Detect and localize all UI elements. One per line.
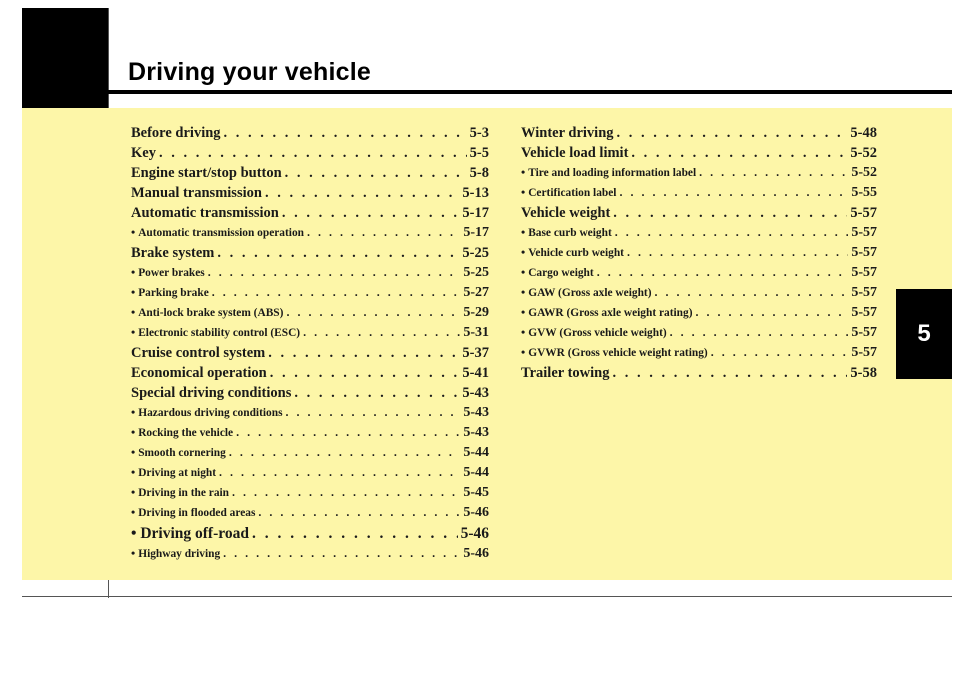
dot-leader — [286, 405, 461, 420]
toc-entry[interactable] — [131, 165, 489, 185]
toc-entry-page: 5-13 — [462, 185, 489, 201]
toc-entry-page: 5-57 — [851, 245, 877, 260]
toc-entry-label: • Driving in flooded areas — [131, 505, 255, 520]
toc-entry-label: • Driving off-road — [131, 525, 249, 543]
toc-entry-label: • Driving at night — [131, 465, 216, 480]
toc-entry-page: 5-37 — [462, 345, 489, 361]
toc-entry-page: 5-43 — [462, 385, 489, 401]
toc-entry[interactable] — [521, 125, 877, 145]
toc-entry-label: • Cargo weight — [521, 265, 594, 280]
toc-entry-label: • Automatic transmission operation — [131, 225, 304, 240]
dot-leader — [282, 205, 460, 222]
toc-entry-page: 5-52 — [850, 145, 877, 161]
dot-leader — [217, 245, 459, 262]
dot-leader — [303, 325, 460, 340]
toc-entry-label: Vehicle weight — [521, 205, 611, 221]
toc-column-left — [131, 125, 489, 566]
toc-subentry[interactable] — [131, 465, 489, 485]
dot-leader — [612, 365, 847, 382]
toc-column-right — [521, 125, 877, 385]
toc-entry-label: • Smooth cornering — [131, 445, 226, 460]
toc-entry-page: 5-41 — [462, 365, 489, 381]
dot-leader — [223, 546, 460, 561]
dot-leader — [265, 185, 459, 202]
toc-entry-page: 5-52 — [851, 165, 877, 180]
toc-entry-page: 5-43 — [463, 405, 489, 420]
toc-subentry[interactable] — [131, 305, 489, 325]
toc-subentry[interactable] — [521, 265, 877, 285]
dot-leader — [617, 125, 848, 142]
toc-entry-label: Special driving conditions — [131, 385, 292, 401]
toc-entry[interactable] — [131, 205, 489, 225]
dot-leader — [655, 285, 849, 300]
bottom-horizontal-line — [22, 596, 952, 597]
toc-entry[interactable] — [131, 185, 489, 205]
toc-entry-page: 5-57 — [851, 225, 877, 240]
toc-entry[interactable] — [131, 365, 489, 385]
toc-entry-page: 5-29 — [463, 305, 489, 320]
dot-leader — [711, 345, 849, 360]
dot-leader — [307, 225, 460, 240]
toc-subentry[interactable] — [521, 325, 877, 345]
toc-subentry[interactable] — [131, 325, 489, 345]
toc-entry-page: 5-43 — [463, 425, 489, 440]
dot-leader — [615, 225, 849, 240]
toc-entry-page: 5-25 — [462, 245, 489, 261]
dot-leader — [597, 265, 849, 280]
toc-entry-label: Manual transmission — [131, 185, 262, 201]
dot-leader — [631, 145, 847, 162]
toc-entry-label: Engine start/stop button — [131, 165, 282, 181]
dot-leader — [670, 325, 849, 340]
title-rule — [108, 90, 952, 94]
toc-entry-page: 5-31 — [463, 325, 489, 340]
toc-entry-page: 5-5 — [469, 145, 489, 161]
toc-entry-label: Winter driving — [521, 125, 614, 141]
toc-entry[interactable] — [131, 385, 489, 405]
chapter-number: 5 — [917, 320, 931, 347]
toc-entry-page: 5-25 — [463, 265, 489, 280]
dot-leader — [258, 505, 460, 520]
toc-entry-label: • Anti-lock brake system (ABS) — [131, 305, 283, 320]
chapter-tab[interactable] — [896, 289, 952, 379]
dot-leader — [294, 385, 459, 402]
toc-entry-label: Key — [131, 145, 156, 161]
toc-entry-label: Vehicle load limit — [521, 145, 629, 161]
toc-subentry[interactable] — [521, 225, 877, 245]
toc-entry-page: 5-57 — [850, 205, 877, 221]
toc-subentry[interactable] — [521, 245, 877, 265]
toc-entry-page: 5-57 — [851, 325, 877, 340]
toc-entry-page: 5-46 — [463, 546, 489, 561]
toc-entry-label: • Parking brake — [131, 285, 209, 300]
toc-entry-label: • Highway driving — [131, 546, 220, 561]
toc-entry-page: 5-27 — [463, 285, 489, 300]
dot-leader — [229, 445, 460, 460]
dot-leader — [619, 185, 848, 200]
toc-entry-label: Cruise control system — [131, 345, 266, 361]
toc-entry[interactable] — [521, 145, 877, 165]
toc-entry-label: • Tire and loading information label — [521, 165, 696, 180]
toc-entry-label: • GAW (Gross axle weight) — [521, 285, 652, 300]
toc-subentry[interactable] — [131, 525, 489, 546]
toc-entry[interactable] — [521, 205, 877, 225]
toc-entry-label: Brake system — [131, 245, 215, 261]
dot-leader — [268, 345, 459, 362]
toc-entry-label: • Base curb weight — [521, 225, 612, 240]
toc-entry-label: • GVW (Gross vehicle weight) — [521, 325, 667, 340]
toc-entry-page: 5-57 — [851, 345, 877, 360]
dot-leader — [252, 525, 458, 543]
toc-entry-page: 5-57 — [851, 265, 877, 280]
toc-subentry[interactable] — [131, 265, 489, 285]
toc-entry-page: 5-58 — [850, 365, 877, 381]
toc-entry-label: Automatic transmission — [131, 205, 279, 221]
dot-leader — [212, 285, 461, 300]
toc-subentry[interactable] — [521, 165, 877, 185]
dot-leader — [232, 485, 460, 500]
toc-subentry[interactable] — [521, 185, 877, 205]
dot-leader — [236, 425, 460, 440]
toc-entry-label: • Rocking the vehicle — [131, 425, 233, 440]
toc-entry-label: Before driving — [131, 125, 221, 141]
toc-entry[interactable] — [131, 125, 489, 145]
dot-leader — [224, 125, 467, 142]
dot-leader — [627, 245, 848, 260]
toc-entry-page: 5-3 — [469, 125, 489, 141]
toc-entry[interactable] — [131, 345, 489, 365]
toc-entry-page: 5-44 — [463, 465, 489, 480]
dot-leader — [270, 365, 460, 382]
toc-entry-page: 5-48 — [850, 125, 877, 141]
dot-leader — [159, 145, 467, 162]
toc-entry-label: Economical operation — [131, 365, 267, 381]
dot-leader — [208, 265, 461, 280]
dot-leader — [219, 465, 460, 480]
toc-entry-label: • Hazardous driving conditions — [131, 405, 283, 420]
toc-entry-page: 5-17 — [463, 225, 489, 240]
toc-entry-label: Trailer towing — [521, 365, 610, 381]
toc-entry-label: • Power brakes — [131, 265, 205, 280]
toc-subentry[interactable] — [131, 546, 489, 566]
toc-subentry[interactable] — [131, 225, 489, 245]
toc-entry-label: • GVWR (Gross vehicle weight rating) — [521, 345, 708, 360]
toc-entry-page: 5-46 — [460, 525, 489, 542]
toc-subentry[interactable] — [131, 425, 489, 445]
toc-subentry[interactable] — [131, 505, 489, 525]
toc-entry-page: 5-17 — [462, 205, 489, 221]
toc-entry-page: 5-8 — [469, 165, 489, 181]
toc-entry[interactable] — [131, 145, 489, 165]
toc-entry-page: 5-55 — [851, 185, 877, 200]
toc-entry-page: 5-44 — [463, 445, 489, 460]
toc-entry-page: 5-57 — [851, 285, 877, 300]
dot-leader — [696, 305, 849, 320]
toc-subentry[interactable] — [131, 445, 489, 465]
toc-entry-label: • Driving in the rain — [131, 485, 229, 500]
toc-subentry[interactable] — [131, 485, 489, 505]
toc-entry-label: • Vehicle curb weight — [521, 245, 624, 260]
toc-entry-label: • Certification label — [521, 185, 616, 200]
toc-entry-label: • GAWR (Gross axle weight rating) — [521, 305, 693, 320]
toc-entry[interactable] — [131, 245, 489, 265]
toc-subentry[interactable] — [521, 305, 877, 325]
toc-entry-label: • Electronic stability control (ESC) — [131, 325, 300, 340]
page-title: Driving your vehicle — [128, 58, 371, 86]
dot-leader — [286, 305, 460, 320]
dot-leader — [285, 165, 467, 182]
toc-subentry[interactable] — [521, 345, 877, 365]
dot-leader — [699, 165, 848, 180]
toc-subentry[interactable] — [131, 405, 489, 425]
corner-black-block — [22, 8, 108, 108]
toc-subentry[interactable] — [521, 285, 877, 305]
toc-entry-page: 5-57 — [851, 305, 877, 320]
toc-entry-page: 5-46 — [463, 505, 489, 520]
toc-entry[interactable] — [521, 365, 877, 385]
toc-entry-page: 5-45 — [463, 485, 489, 500]
dot-leader — [613, 205, 847, 222]
toc-subentry[interactable] — [131, 285, 489, 305]
